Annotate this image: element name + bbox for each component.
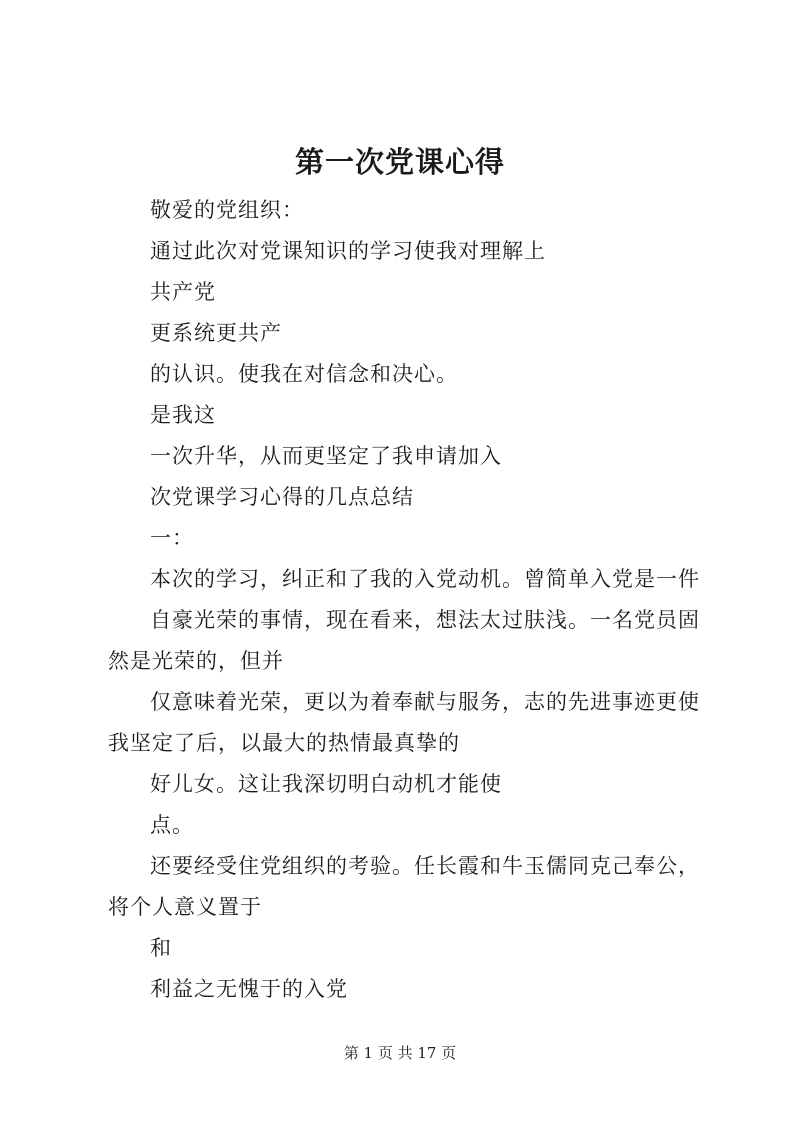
paragraph: 自豪光荣的事情，现在看来，想法太过肤浅。一名党员固然是光荣的，但并 (108, 608, 700, 673)
paragraph: 本次的学习，纠正和了我的入党动机。曾简单入党是一件 (150, 567, 700, 591)
page-number-footer: 第 1 页 共 17 页 (343, 1044, 457, 1062)
paragraph: 是我这 (150, 403, 216, 427)
paragraph: 仅意味着光荣，更以为着奉献与服务，志的先进事迹更使我坚定了后，以最大的热情最真挚的 (108, 690, 700, 755)
paragraph: 共产党 (150, 280, 216, 304)
paragraph: 更系统更共产 (150, 321, 282, 345)
paragraph: 和 (150, 936, 172, 960)
paragraph: 一次升华，从而更坚定了我申请加入 (150, 444, 502, 468)
paragraph-salutation: 敬爱的党组织： (150, 198, 304, 222)
document-title: 第一次党课心得 (294, 145, 505, 179)
paragraph: 利益之无愧于的入党 (150, 977, 348, 1001)
paragraph: 好儿女。这让我深切明白动机才能使 (150, 772, 502, 796)
paragraph: 一： (150, 526, 194, 550)
paragraph: 的认识。使我在对信念和决心。 (150, 362, 458, 386)
paragraph: 点。 (150, 813, 194, 837)
paragraph: 还要经受住党组织的考验。任长霞和牛玉儒同克己奉公，将个人意义置于 (108, 854, 700, 919)
paragraph: 通过此次对党课知识的学习使我对理解上 (150, 239, 546, 263)
paragraph: 次党课学习心得的几点总结 (150, 485, 414, 509)
document-body (108, 190, 708, 1010)
